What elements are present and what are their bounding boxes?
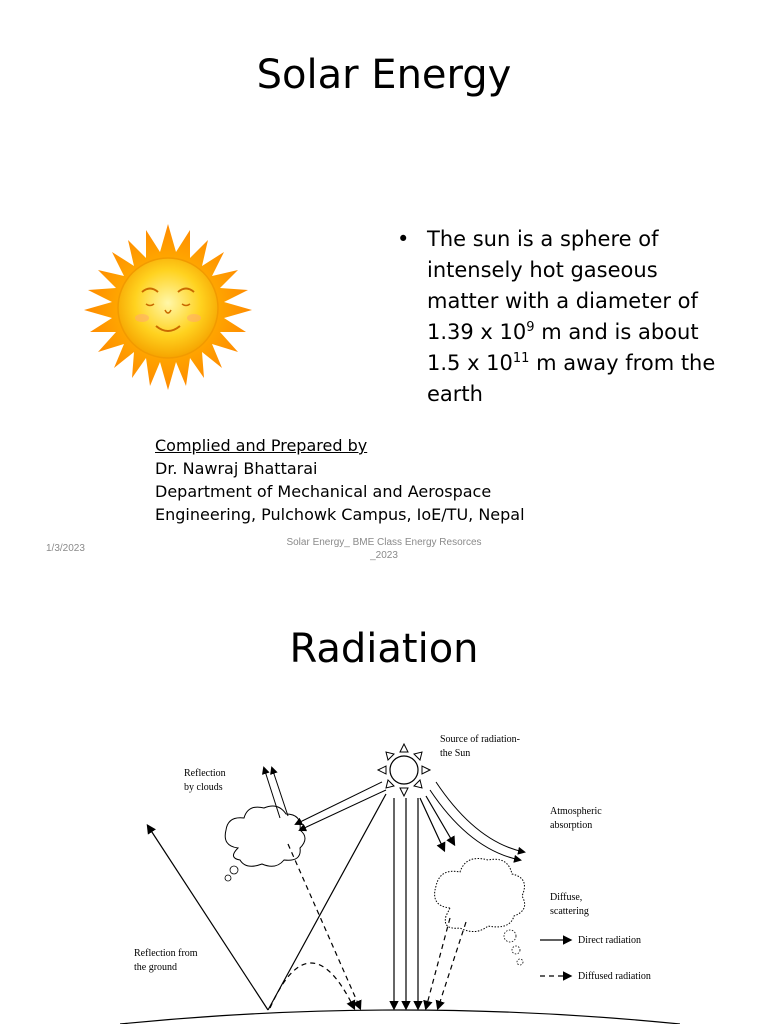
bullet-line: intensely hot gaseous	[427, 258, 658, 282]
label-reflection-ground: Reflection from	[134, 948, 198, 959]
label-reflection-ground: the ground	[134, 962, 178, 973]
bullet-list	[397, 224, 737, 410]
slide-title: Solar Energy	[256, 52, 512, 98]
department-line: Engineering, Pulchowk Campus, IoE/TU, Nepal	[155, 505, 525, 524]
cloud-left-icon	[225, 806, 305, 866]
diameter-rest: m and is about	[534, 320, 699, 344]
bullet-item	[397, 224, 737, 410]
diameter-base: 1.39 x 10	[427, 320, 527, 344]
department-line: Department of Mechanical and Aerospace	[155, 482, 492, 501]
footer-caption	[260, 536, 508, 562]
bullet-dot-icon: •	[397, 227, 410, 251]
label-diffuse: Diffuse,	[550, 892, 583, 903]
sun-icon	[378, 744, 430, 796]
slide-title: Radiation	[289, 626, 479, 672]
label-reflection-clouds: by clouds	[184, 782, 223, 793]
credits-heading: Complied and Prepared by	[155, 436, 368, 455]
diameter-exponent: 9	[526, 320, 535, 335]
legend-direct: Direct radiation	[578, 935, 642, 946]
bullet-line: matter with a diameter of	[427, 289, 698, 313]
distance-rest: m away from the	[529, 351, 716, 375]
footer-date: 1/3/2023	[46, 543, 85, 554]
footer-caption-line: Solar Energy_ BME Class Energy Resorces	[286, 537, 482, 548]
label-reflection-clouds: Reflection	[184, 768, 226, 779]
author-name: Dr. Nawraj Bhattarai	[155, 459, 318, 478]
sun-illustration	[70, 222, 266, 392]
label-source: Source of radiation-	[440, 734, 520, 745]
legend-diffused: Diffused radiation	[578, 971, 651, 982]
footer-caption-line: _2023	[370, 550, 398, 561]
bullet-line: earth	[427, 382, 483, 406]
credits-block	[155, 434, 525, 526]
label-atmospheric: Atmospheric	[550, 806, 602, 817]
slide-radiation	[0, 576, 768, 1024]
radiation-diagram	[120, 726, 680, 1024]
legend	[540, 935, 651, 982]
label-source: the Sun	[440, 748, 471, 759]
cloud-right-icon	[435, 859, 525, 932]
distance-exponent: 11	[512, 351, 530, 366]
label-diffuse: scattering	[550, 906, 589, 917]
distance-base: 1.5 x 10	[427, 351, 513, 375]
bullet-line: The sun is a sphere of	[427, 227, 659, 251]
label-atmospheric: absorption	[550, 820, 593, 831]
earth-surface	[120, 1010, 680, 1024]
